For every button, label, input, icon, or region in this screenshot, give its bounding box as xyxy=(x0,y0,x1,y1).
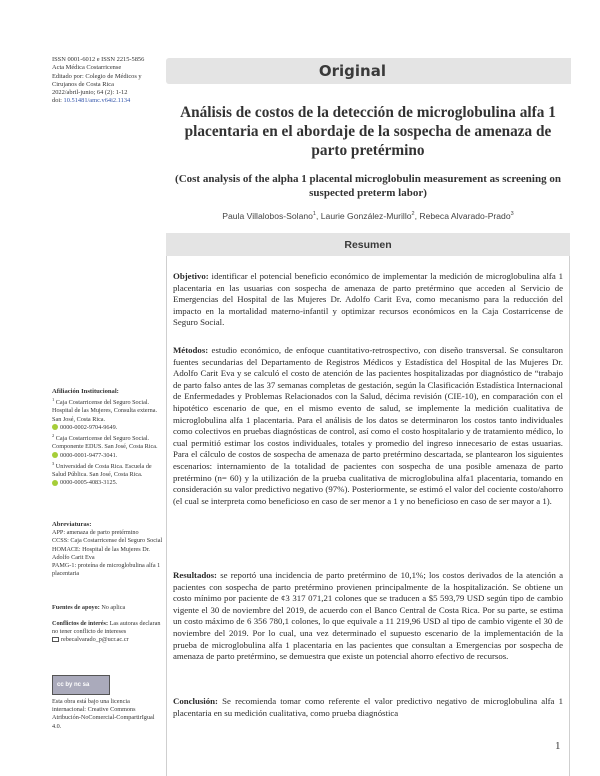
funding: Fuentes de apoyo: No aplica xyxy=(52,604,126,611)
issue-info: 2022/abril-junio; 64 (2): 1-12 xyxy=(52,89,128,97)
conflicts: Conflictos de interés: Las autoras declaran no tener conflicto de intereses rebecalvarado_p@ucr.ac.cr xyxy=(52,620,164,645)
orcid-2[interactable]: 0000-0001-9477-3041. xyxy=(52,452,164,460)
article-type-label: Original xyxy=(318,62,386,80)
contact-email[interactable]: rebecalvarado_p@ucr.ac.cr xyxy=(52,636,164,644)
abbreviations-title: Abreviaturas: xyxy=(52,521,92,528)
mail-icon xyxy=(52,637,59,642)
abbreviation-item: PAMG-1: proteína de microglobulina alfa 1 placentaria xyxy=(52,562,161,578)
affiliation-1: $^1$ Caja Costarricense del Seguro Social. Hospital de las Mujeres, Consulta externa. San José, Costa Rica. xyxy=(52,397,157,423)
doi-link[interactable]: 10.51481/amc.v64i2.1134 xyxy=(63,97,131,105)
abstract-resultados: Resultados: se reportó una incidencia de parto pretérmino de 10,1%; los costos derivados de la atención a pacientes con sospecha de parto pretérmino provienen principalmente de la hospitalización. Se obtiene un costo mínimo por paciente de ¢3 317 071,21 colones que se traducen a $5 593,79 USD según tipo de cambio vigente el 30 de noviembre del 2019, de acuerdo con el Banco Central de Costa Rica. Por su parte, se estima un costo máximo de 6 356 780,1 colones, lo que equivale a 11 219,96 USD al tipo de cambio vigente el 30 de noviembre del 2019. Por lo cual, una vez determinado el supuesto escenario de la implementación de la prueba de microglobulina alfa 1 placentaria en las pacientes que consultan a Emergencias por sospecha de amenaza de parto pretérmino, se demuestra que existe un potencial ahorro efectivo de recursos. xyxy=(173,570,563,662)
title-spanish: Análisis de costos de la detección de microglobulina alfa 1 placentaria en el abordaje de la sospecha de amenaza de parto pretérmino xyxy=(180,104,556,159)
orcid-3[interactable]: 0000-0005-4083-3125. xyxy=(52,479,164,487)
author-3: Rebeca Alvarado-Prado xyxy=(419,211,511,221)
resumen-title: Resumen xyxy=(344,239,392,251)
affiliation-3: $^3$ Universidad de Costa Rica. Escuela de Salud Pública. San José, Costa Rica. xyxy=(52,460,152,479)
orcid-icon xyxy=(52,480,58,486)
orcid-icon xyxy=(52,452,58,458)
orcid-icon xyxy=(52,424,58,430)
author-1: Paula Villalobos-Solano xyxy=(222,211,313,221)
editor-line-2: Cirujanos de Costa Rica xyxy=(52,80,114,88)
title-english: (Cost analysis of the alpha 1 placental microglobulin measurement as screening on suspected preterm labor) xyxy=(175,173,561,199)
page-number: 1 xyxy=(555,740,561,752)
abbreviations xyxy=(52,521,164,578)
abbreviation-item: APP: amenaza de parto pretérmino xyxy=(52,529,139,537)
license-text: Esta obra está bajo una licencia internacional: Creative Commons Atribución-NoComercial-CompartirIgual 4.0. xyxy=(52,698,155,730)
abstract-metodos: Métodos: estudio económico, de enfoque cuantitativo-retrospectivo, con diseño transversal. Se consultaron fuentes secundarias del Departamento de Registros Médicos y Estadística del Hospital de las Mujeres Dr. Adolfo Carit Eva y se calculó el costo de atención de las pacientes hospitalizadas por diagnóstico de “trabajo de parto falso antes de las 37 semanas completas de gestación, según la Clasificación Estadística Internacional de Enfermedades y Problemas Relacionados con la Salud, décima revisión (CIE-10), en comparación con el hipotético escenario de que, en el mismo evento de salud, se implemente la medición cualitativa de microglobulina alfa 1 placentaria. Para el análisis de los datos se determinaron los costos tanto individuales como colectivos en pruebas diagnósticas de control, así como el costo hospitalario y de tratamiento médico, lo cual permitió estimar los costos individuales, totales y promedio del ingreso innecesario de estas usuarias. Para el cálculo de costos de sospecha de amenaza de parto pretérmino descartada, se plantearon los siguientes escenarios: internamiento de la totalidad de pacientes con sospecha de una posible amenaza de parto pretérmino (n= 60) y la utilización de la prueba cualitativa de microglobulina alfa1 placentaria, tomando en consideración su valor predictivo negativo (97%). Posteriormente, se estimó el valor del cociente costo/ahorro (el cual se interpreta como beneficioso en caso de ser menor a 1 y no beneficioso en caso de ser mayor a 1). xyxy=(173,345,563,506)
doi: doi: 10.51481/amc.v64i2.1134 xyxy=(52,97,131,105)
cc-license-logo[interactable] xyxy=(52,675,110,695)
authors: Paula Villalobos-Solano$^1$, Laurie González-Murillo$^2$, Rebeca Alvarado-Prado$^3$ xyxy=(222,211,514,221)
resumen-header xyxy=(166,233,570,256)
cc-license-label: cc by nc sa xyxy=(57,682,90,688)
orcid-1[interactable]: 0000-0002-9704-9649. xyxy=(52,424,164,432)
affiliations xyxy=(52,388,164,487)
article-type-badge xyxy=(166,58,571,84)
issn: ISSN 0001-6012 e ISSN 2215-5856 xyxy=(52,56,145,63)
journal-name: Acta Médica Costarricense xyxy=(52,64,122,72)
journal-metadata xyxy=(52,56,164,106)
affiliation-2: $^2$ Caja Costarricense del Seguro Social. Componente EDUS. San José, Costa Rica. xyxy=(52,433,158,451)
abstract-objetivo: Objetivo: identificar el potencial beneficio económico de implementar la medición de microglobulina alfa 1 placentaria en las usuarias con sospecha de amenaza de parto pretérmino que acceden al Servicio de Emergencias del Hospital de las Mujeres Dr. Adolfo Carit Eva, como mecanismo para la reducción del impacto en la mortalidad materno-infantil y optimizar recursos económicos en la Caja Costarricense de Seguro Social. xyxy=(173,271,563,328)
abbreviation-item: HOMACE: Hospital de las Mujeres Dr. Adolfo Carit Eva xyxy=(52,545,150,561)
abbreviation-item: CCSS: Caja Costarricense del Seguro Social xyxy=(52,537,163,545)
affiliations-title: Afiliación Institucional: xyxy=(52,388,119,395)
editor-line-1: Editado por: Colegio de Médicos y xyxy=(52,72,142,80)
abstract-conclusion: Conclusión: Se recomienda tomar como referente el valor predictivo negativo de microglobulina alfa 1 placentaria en su medición cualitativa, como prueba diagnóstica xyxy=(173,696,563,718)
author-2: Laurie González-Murillo xyxy=(320,211,412,221)
